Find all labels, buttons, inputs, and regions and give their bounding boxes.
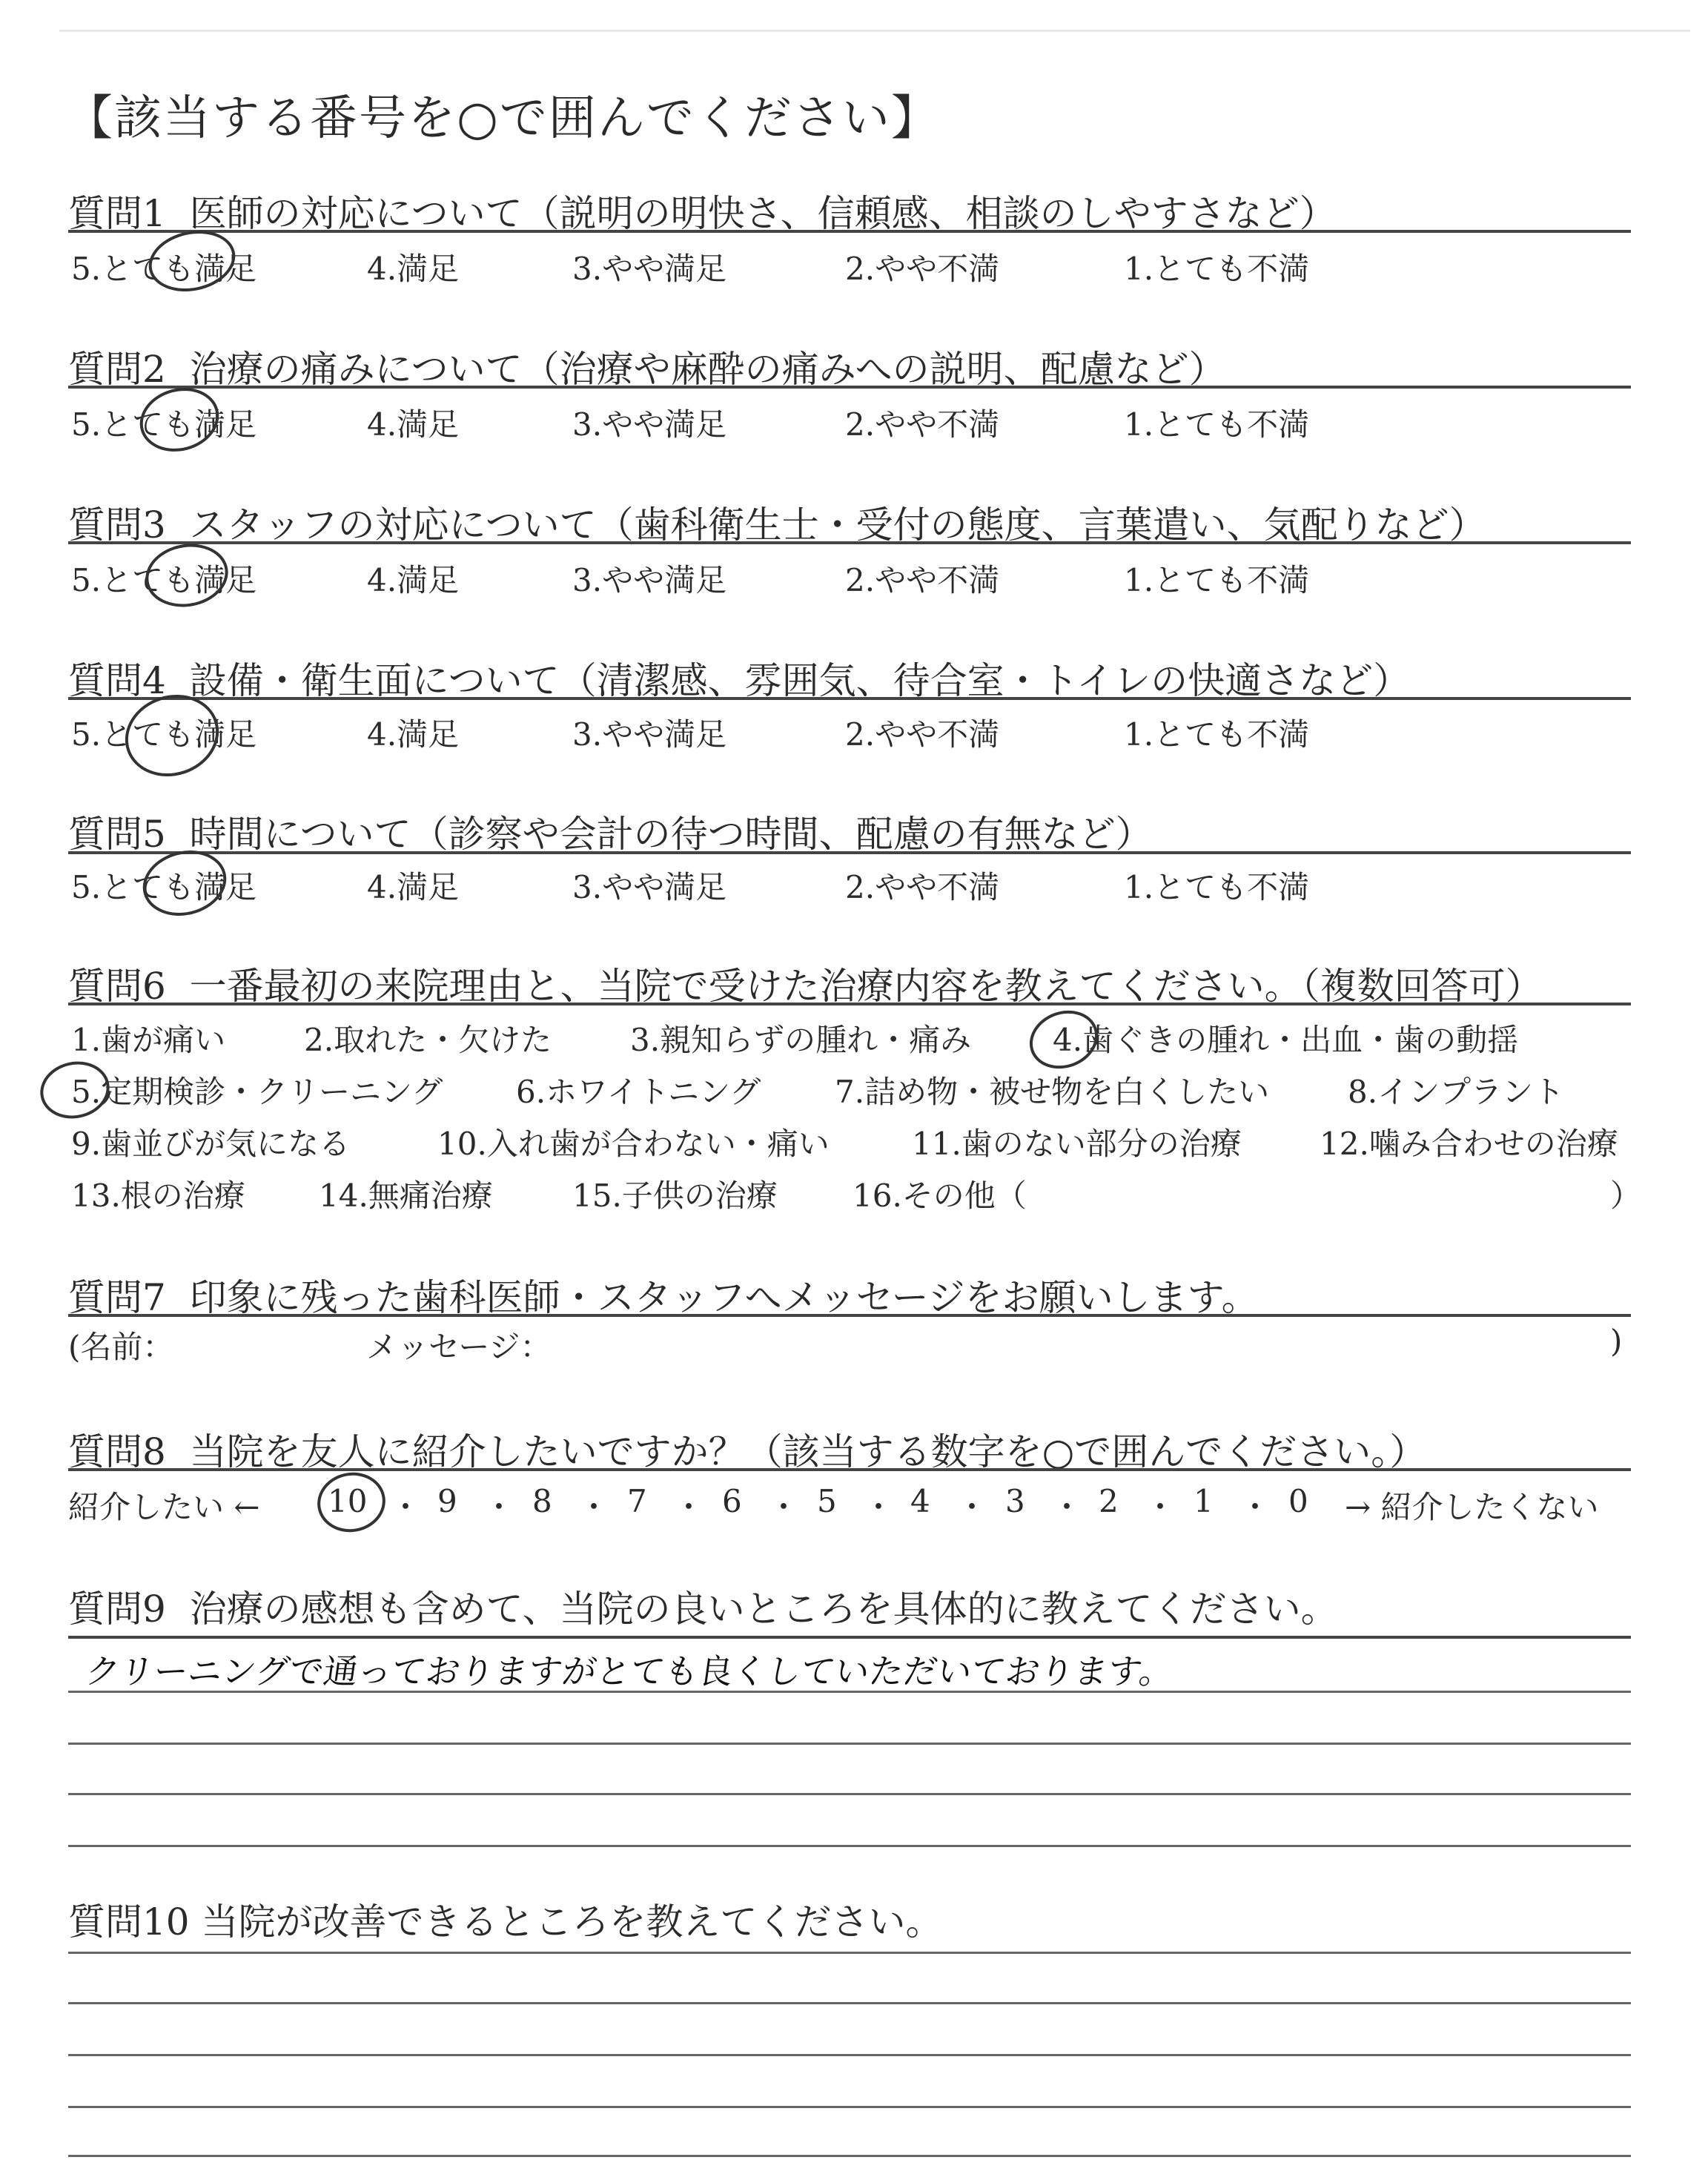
q6-option-3[interactable]: 3.親知らずの腫れ・痛み (630, 1022, 972, 1058)
question-4-text: 設備・衛生面について（清潔感、雰囲気、待合室・トイレの快適さなど） (189, 659, 1411, 702)
question-8-label: 質問8 (68, 1430, 166, 1473)
question-10 (68, 1892, 943, 1946)
q8-scale-1[interactable]: 1 (1194, 1483, 1214, 1519)
question-4-rule (68, 697, 1631, 700)
q8-scale-10[interactable]: 10 (328, 1483, 368, 1519)
q9-answer-line (68, 1793, 1631, 1795)
question-1-text: 医師の対応について（説明の明快さ、信頼感、相談のしやすさなど） (189, 192, 1337, 235)
q10-answer-line (68, 2002, 1631, 2004)
q1-option-5[interactable]: 5.とても満足 (71, 251, 257, 287)
q7-close-paren: ) (1610, 1323, 1623, 1359)
q5-option-4[interactable]: 4.満足 (367, 869, 460, 905)
q7-name-label: (名前： (68, 1329, 174, 1365)
question-8-rule (68, 1468, 1631, 1471)
q6-option-9[interactable]: 9.歯並びが気になる (71, 1126, 351, 1162)
question-5-rule (68, 851, 1631, 854)
q1-option-1[interactable]: 1.とても不満 (1124, 251, 1310, 287)
q6-option-15[interactable]: 15.子供の治療 (572, 1178, 778, 1214)
question-9 (68, 1579, 1338, 1633)
q8-separator: ・ (390, 1489, 422, 1525)
q8-scale-4[interactable]: 4 (910, 1483, 930, 1519)
question-6-rule (68, 1003, 1631, 1005)
q4-option-3[interactable]: 3.やや満足 (572, 716, 727, 753)
q9-handwritten-answer: クリーニングで通っておりますがとても良くしていただいております。 (82, 1651, 1176, 1691)
q5-option-3[interactable]: 3.やや満足 (572, 869, 727, 905)
q6-option-4[interactable]: 4.歯ぐきの腫れ・出血・歯の動揺 (1053, 1022, 1519, 1058)
question-1-label: 質問1 (68, 192, 166, 235)
q6-option-5[interactable]: 5.定期検診・クリーニング (71, 1074, 443, 1110)
q2-option-2[interactable]: 2.やや不満 (845, 406, 1000, 443)
q8-answer-circle (313, 1467, 390, 1538)
q8-separator: ・ (1239, 1489, 1271, 1525)
q8-scale-9[interactable]: 9 (437, 1483, 457, 1519)
q8-separator: ・ (956, 1489, 988, 1525)
question-4-label: 質問4 (68, 659, 166, 702)
q5-option-2[interactable]: 2.やや不満 (845, 869, 1000, 905)
q4-option-4[interactable]: 4.満足 (367, 716, 460, 753)
q3-option-4[interactable]: 4.満足 (367, 562, 460, 598)
question-2-label: 質問2 (68, 348, 166, 391)
q1-option-4[interactable]: 4.満足 (367, 251, 460, 287)
question-7-rule (68, 1314, 1631, 1317)
question-3-text: スタッフの対応について（歯科衛生士・受付の態度、言葉遣い、気配りなど） (189, 503, 1486, 546)
q6-option-16[interactable]: 16.その他（ (853, 1178, 1027, 1214)
q5-option-5[interactable]: 5.とても満足 (71, 869, 257, 905)
q8-separator: ・ (1051, 1489, 1083, 1525)
q8-left-label: 紹介したい ← (68, 1489, 260, 1525)
question-9-text: 治療の感想も含めて、当院の良いところを具体的に教えてください。 (189, 1588, 1338, 1631)
q4-option-1[interactable]: 1.とても不満 (1124, 716, 1310, 753)
q2-option-4[interactable]: 4.満足 (367, 406, 460, 443)
q6-option-1[interactable]: 1.歯が痛い (71, 1022, 226, 1058)
q8-separator: ・ (863, 1489, 895, 1525)
q6-option-10[interactable]: 10.入れ歯が合わない・痛い (437, 1126, 830, 1162)
question-10-label: 質問10 (68, 1900, 190, 1943)
q1-option-3[interactable]: 3.やや満足 (572, 251, 727, 287)
q6-option-14[interactable]: 14.無痛治療 (319, 1178, 493, 1214)
q10-answer-line (68, 2155, 1631, 2157)
q6-option-11[interactable]: 11.歯のない部分の治療 (912, 1126, 1242, 1162)
q1-option-2[interactable]: 2.やや不満 (845, 251, 1000, 287)
question-2-rule (68, 386, 1631, 389)
question-1-rule (68, 230, 1631, 233)
question-6-label: 質問6 (68, 965, 166, 1008)
question-7-text: 印象に残った歯科医師・スタッフへメッセージをお願いします。 (189, 1276, 1259, 1319)
q10-answer-line (68, 2054, 1631, 2056)
q7-message-label: メッセージ： (366, 1329, 552, 1365)
question-2-text: 治療の痛みについて（治療や麻酔の痛みへの説明、配慮など） (189, 348, 1226, 391)
question-9-label: 質問9 (68, 1588, 166, 1631)
question-5-text: 時間について（診察や会計の待つ時間、配慮の有無など） (189, 813, 1153, 856)
q6-option-6[interactable]: 6.ホワイトニング (516, 1074, 761, 1110)
question-3-label: 質問3 (68, 503, 166, 546)
q3-option-2[interactable]: 2.やや不満 (845, 562, 1000, 598)
q8-scale-6[interactable]: 6 (722, 1483, 742, 1519)
q2-option-1[interactable]: 1.とても不満 (1124, 406, 1310, 443)
q8-scale-3[interactable]: 3 (1005, 1483, 1025, 1519)
q6-option-8[interactable]: 8.インプラント (1348, 1074, 1565, 1110)
question-3-rule (68, 541, 1631, 544)
q8-separator: ・ (578, 1489, 610, 1525)
question-6-text: 一番最初の来院理由と、当院で受けた治療内容を教えてください。（複数回答可） (189, 965, 1543, 1008)
q6-answer-circle-4 (1022, 1001, 1106, 1078)
question-5-label: 質問5 (68, 813, 166, 856)
question-9-rule (68, 1636, 1631, 1639)
q3-option-3[interactable]: 3.やや満足 (572, 562, 727, 598)
q3-option-1[interactable]: 1.とても不満 (1124, 562, 1310, 598)
question-5 (68, 805, 1153, 858)
q10-answer-line (68, 2106, 1631, 2108)
q8-scale-5[interactable]: 5 (817, 1483, 837, 1519)
page-title: 【該当する番号を○で囲んでください】 (65, 91, 940, 146)
q3-answer-circle (141, 538, 234, 613)
q6-option-13[interactable]: 13.根の治療 (71, 1178, 245, 1214)
q6-option-12[interactable]: 12.噛み合わせの治療 (1320, 1126, 1618, 1162)
q2-option-5[interactable]: 5.とても満足 (71, 406, 257, 443)
q6-option-7[interactable]: 7.詰め物・被せ物を白くしたい (835, 1074, 1270, 1110)
q8-separator: ・ (483, 1489, 515, 1525)
q8-scale-8[interactable]: 8 (532, 1483, 552, 1519)
q4-option-2[interactable]: 2.やや不満 (845, 716, 1000, 753)
q8-right-label: → 紹介したくない (1345, 1489, 1599, 1525)
q9-answer-line (68, 1743, 1631, 1745)
q4-option-5[interactable]: 5.とても満足 (71, 716, 257, 753)
q8-scale-0[interactable]: 0 (1288, 1483, 1308, 1519)
q3-option-5[interactable]: 5.とても満足 (71, 562, 257, 598)
q2-option-3[interactable]: 3.やや満足 (572, 406, 727, 443)
top-border (59, 30, 1690, 32)
q9-answer-line (68, 1845, 1631, 1847)
q6-other-close-paren: ） (1610, 1178, 1642, 1214)
q9-answer-line (68, 1691, 1631, 1693)
q8-scale-2[interactable]: 2 (1099, 1483, 1119, 1519)
q8-separator: ・ (1145, 1489, 1176, 1525)
q10-answer-line (68, 1952, 1631, 1954)
q5-option-1[interactable]: 1.とても不満 (1124, 869, 1310, 905)
question-7-label: 質問7 (68, 1276, 166, 1319)
q8-scale-7[interactable]: 7 (627, 1483, 647, 1519)
question-10-text: 当院が改善できるところを教えてください。 (201, 1900, 943, 1943)
q6-option-2[interactable]: 2.取れた・欠けた (304, 1022, 552, 1058)
q8-separator: ・ (768, 1489, 800, 1525)
question-8-text: 当院を友人に紹介したいですか？（該当する数字を○で囲んでください。） (189, 1430, 1427, 1473)
q8-separator: ・ (673, 1489, 705, 1525)
q6-answer-circle-5 (35, 1055, 115, 1125)
